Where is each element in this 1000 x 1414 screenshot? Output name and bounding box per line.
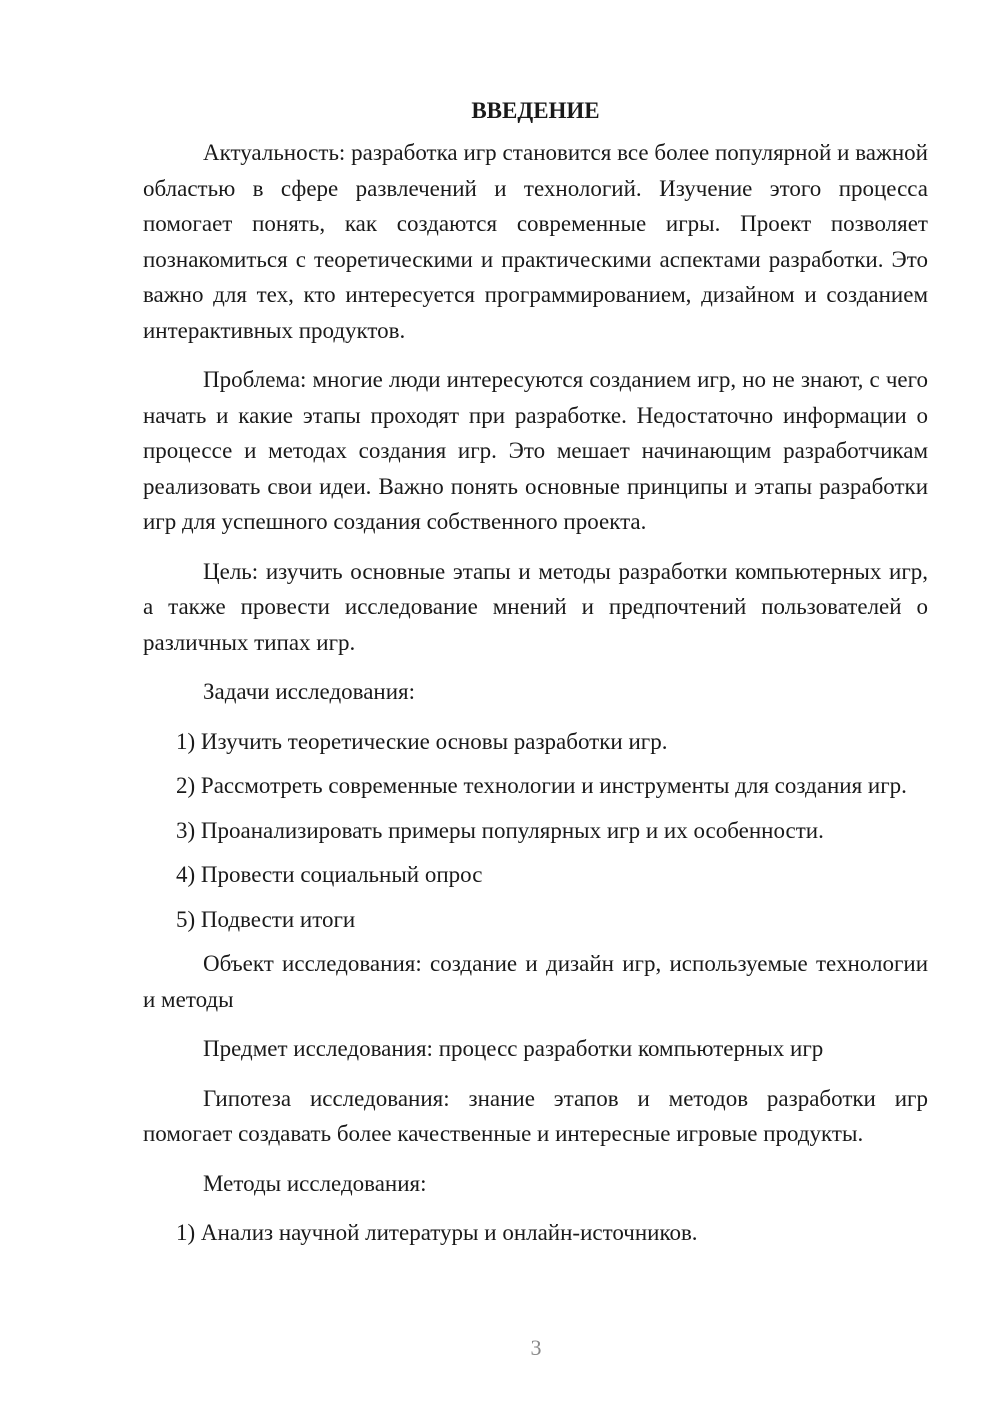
task-item-5: 5) Подвести итоги <box>176 906 356 932</box>
goal-paragraph: Цель: изучить основные этапы и методы разработки компьютерных игр, а также провести исследование мнений и предпочтений пользователей о различных типах игр. <box>143 558 928 655</box>
task-item-3: 3) Проанализировать примеры популярных игр и их особенности. <box>176 817 824 843</box>
section-heading: ВВЕДЕНИЕ <box>471 98 600 123</box>
methods-heading: Методы исследования: <box>203 1170 427 1196</box>
page-number: 3 <box>530 1335 542 1360</box>
subject-paragraph: Предмет исследования: процесс разработки компьютерных игр <box>203 1036 824 1061</box>
task-item-1: 1) Изучить теоретические основы разработки игр. <box>176 728 668 754</box>
relevance-paragraph: Актуальность: разработка игр становится все более популярной и важной областью в сфере развлечений и технологий. Изучение этого процесса помогает понять, как создаются современные игры. Проект позволяет познакомиться с теоретическими и практическими аспектами разработки. Это важно для тех, кто интересуется программированием, дизайном и созданием интерактивных продуктов. <box>143 140 928 343</box>
problem-paragraph: Проблема: многие люди интересуются созданием игр, но не знают, с чего начать и какие этапы проходят при разработке. Недостаточно информации о процессе и методах создания игр. Это мешает начинающим разработчикам реализовать свои идеи. Важно понять основные принципы и этапы разработки игр для успешного создания собственного проекта. <box>143 367 928 534</box>
task-item-2: 2) Рассмотреть современные технологии и инструменты для создания игр. <box>176 773 907 798</box>
page-content <box>143 95 928 1260</box>
task-item-4: 4) Провести социальный опрос <box>176 862 483 887</box>
method-item-1: 1) Анализ научной литературы и онлайн-источников. <box>176 1220 698 1245</box>
object-paragraph: Объект исследования: создание и дизайн игр, используемые технологии и методы <box>143 951 928 1012</box>
tasks-heading: Задачи исследования: <box>203 679 416 704</box>
hypothesis-paragraph: Гипотеза исследования: знание этапов и методов разработки игр помогает создавать более качественные и интересные игровые продукты. <box>143 1085 928 1146</box>
